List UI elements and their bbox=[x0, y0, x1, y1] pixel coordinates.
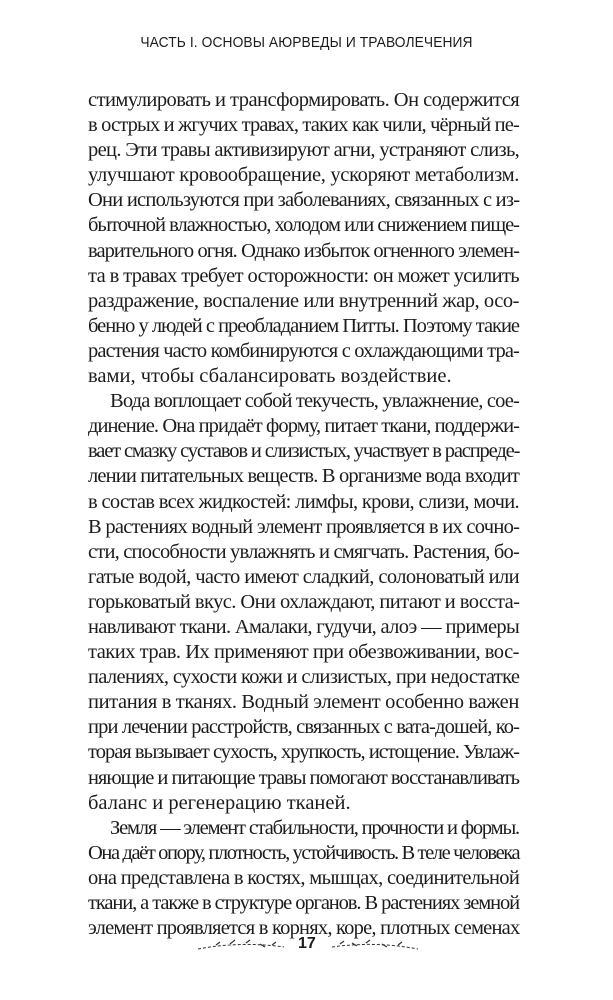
running-header: ЧАСТЬ I. ОСНОВЫ АЮРВЕДЫ И ТРАВОЛЕЧЕНИЯ bbox=[140, 34, 473, 51]
text-line: рец. Эти травы активизируют агни, устраняют слизь, bbox=[88, 139, 520, 162]
text-line: улучшают кровообращение, ускоряют метаболизм. bbox=[88, 164, 519, 187]
text-line: динение. Она придаёт форму, питает ткани, поддержи- bbox=[88, 415, 519, 438]
text-line: таких трав. Их применяют при обезвоживании, вос- bbox=[88, 641, 519, 664]
text-line: растения часто комбинируются с охлаждающими тра- bbox=[88, 339, 519, 362]
text-line: В растениях водный элемент проявляется в их сочно- bbox=[88, 515, 520, 538]
text-line: ткани, а также в структуре органов. В растениях земной bbox=[88, 892, 519, 914]
text-line: лении питательных веществ. В организме вода входит bbox=[88, 465, 519, 488]
text-line: вами, чтобы сбалансировать воздействие. bbox=[88, 365, 452, 388]
left-floral-ornament-icon bbox=[196, 939, 286, 953]
text-line: при лечении расстройств, связанных с вата-дошей, ко- bbox=[88, 716, 520, 739]
right-floral-ornament-icon bbox=[330, 939, 420, 953]
text-line: Они используются при заболеваниях, связанных с из- bbox=[88, 189, 520, 212]
text-line: Она даёт опору, плотность, устойчивость. В теле человека bbox=[88, 841, 520, 864]
text-line: та в травах требует осторожности: он может усилить bbox=[88, 264, 519, 287]
text-line: в острых и жгучих травах, таких как чили, чёрный пе- bbox=[88, 114, 519, 137]
text-line: навливают ткани. Амалаки, гудучи, алоэ — примеры bbox=[88, 615, 520, 638]
text-line: она представлена в костях, мышцах, соединительной bbox=[88, 866, 520, 889]
page-footer bbox=[0, 933, 613, 959]
text-line: в состав всех жидкостей: лимфы, крови, слизи, мочи. bbox=[88, 490, 519, 513]
text-line: сти, способности увлажнять и смягчать. Растения, бо- bbox=[88, 540, 519, 563]
text-line: стимулировать и трансформировать. Он содержится bbox=[88, 89, 520, 111]
text-line: вает смазку суставов и слизистых, участвует в распреде- bbox=[88, 440, 520, 463]
text-line: варительного огня. Однако избыток огненного элемен- bbox=[88, 239, 519, 262]
text-line: палениях, сухости кожи и слизистых, при недостатке bbox=[88, 666, 520, 689]
text-line: Вода воплощает собой текучесть, увлажнение, сое- bbox=[110, 390, 520, 413]
text-line: элемент проявляется в корнях, коре, плотных семенах bbox=[88, 917, 520, 940]
text-line: бенно у людей с преобладанием Питты. Поэтому такие bbox=[88, 314, 519, 337]
text-line: баланс и регенерацию тканей. bbox=[88, 791, 351, 814]
body-text bbox=[88, 88, 519, 941]
text-line: гатые водой, часто имеют сладкий, солоноватый или bbox=[88, 565, 519, 588]
text-line: няющие и питающие травы помогают восстанавливать bbox=[88, 766, 519, 789]
text-line: торая вызывает сухость, хрупкость, истощение. Увлаж- bbox=[88, 741, 519, 764]
text-line: питания в тканях. Водный элемент особенно важен bbox=[88, 691, 519, 714]
page-number: 17 bbox=[298, 935, 316, 952]
text-line: быточной влажностью, холодом или снижением пище- bbox=[88, 214, 519, 237]
text-line: горьковатый вкус. Они охлаждают, питают и восста- bbox=[88, 590, 520, 613]
text-line: раздражение, воспаление или внутренний жар, осо- bbox=[88, 289, 519, 312]
text-line: Земля — элемент стабильности, прочности и формы. bbox=[110, 816, 519, 839]
